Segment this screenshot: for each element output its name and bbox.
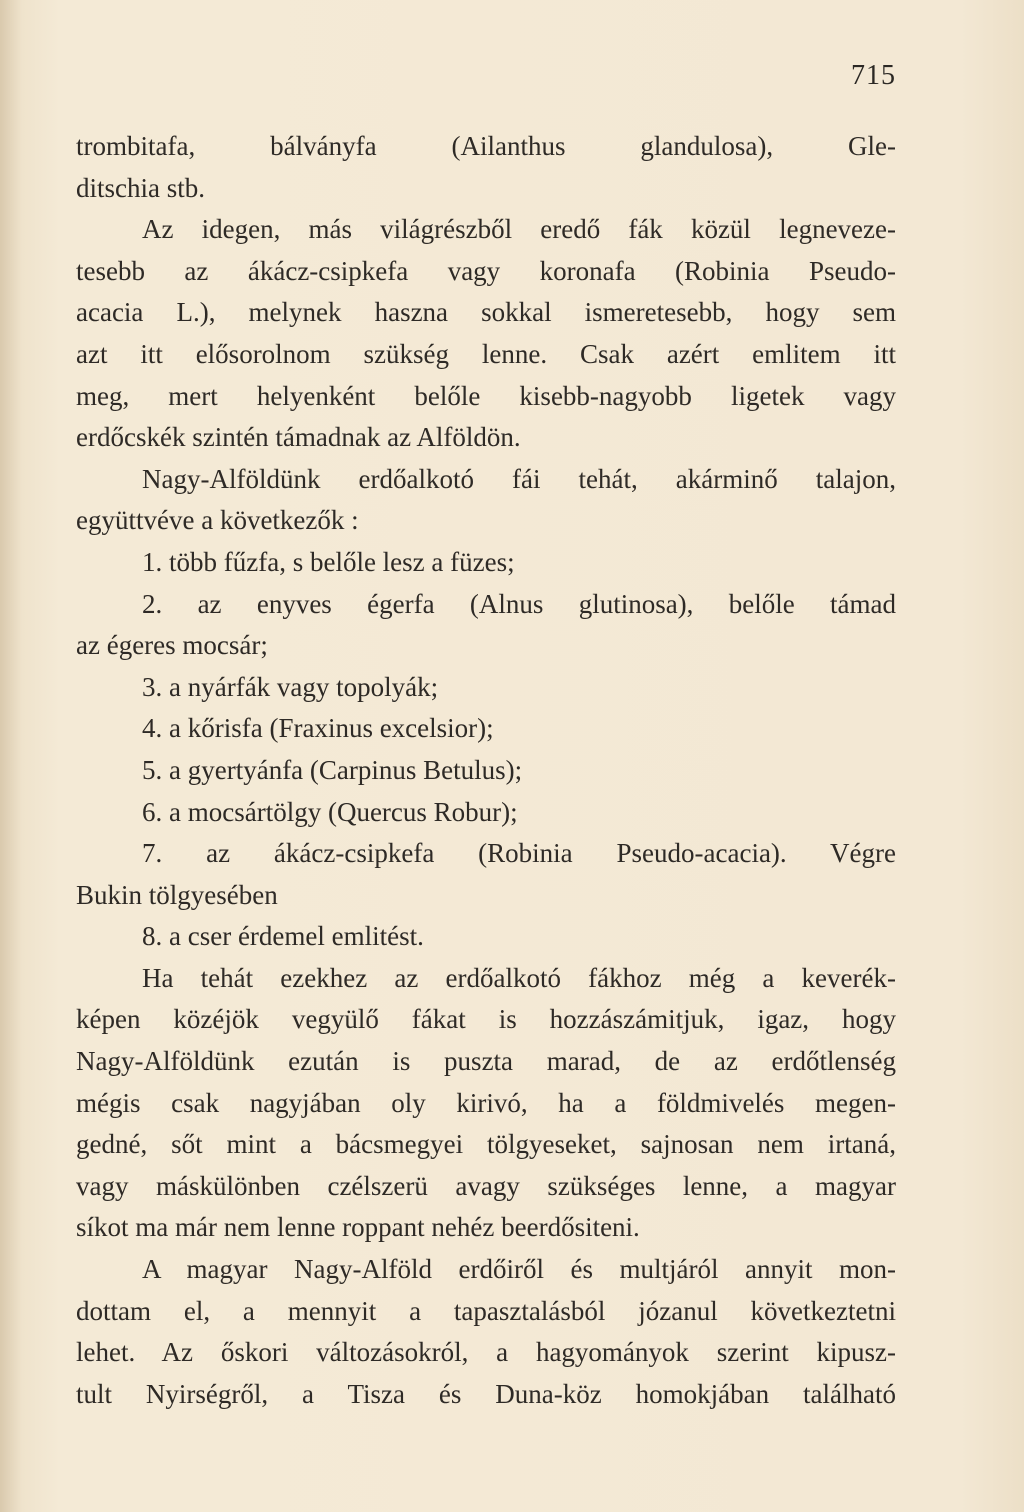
text-line: gedné, sőt mint a bácsmegyei tölgyeseket, sajnosan nem irtaná,	[76, 1129, 896, 1160]
text-line: A magyar Nagy-Alföld erdőiről és multjáról annyit mon-	[142, 1254, 896, 1285]
text-line: tult Nyirségről, a Tisza és Duna-köz homokjában található	[76, 1378, 896, 1409]
text-line: ditschia stb.	[76, 172, 205, 203]
text-line: Ha tehát ezekhez az erdőalkotó fákhoz még a keverék-	[142, 962, 896, 993]
text-line: síkot ma már nem lenne roppant nehéz beerdősiteni.	[76, 1212, 640, 1243]
text-line: az égeres mocsár;	[76, 630, 268, 661]
text-line: meg, mert helyenként belőle kisebb-nagyobb ligetek vagy	[76, 380, 896, 411]
text-line: acacia L.), melynek haszna sokkal ismeretesebb, hogy sem	[76, 297, 896, 328]
text-line: vagy máskülönben czélszerü avagy szükséges lenne, a magyar	[76, 1170, 896, 1201]
text-line: tesebb az ákácz-csipkefa vagy koronafa (Robinia Pseudo-	[76, 255, 896, 286]
text-line: lehet. Az őskori változásokról, a hagyományok szerint kipusz-	[76, 1337, 896, 1368]
text-line: együttvéve a következők :	[76, 505, 359, 536]
page-number: 715	[851, 60, 896, 91]
body-text	[76, 126, 896, 1415]
text-line: Bukin tölgyesében	[76, 879, 278, 910]
text-line: Nagy-Alföldünk erdőalkotó fái tehát, akárminő talajon,	[142, 463, 896, 494]
text-line: Nagy-Alföldünk ezután is puszta marad, de az erdőtlenség	[76, 1046, 896, 1077]
list-item: 1. több fűzfa, s belőle lesz a füzes;	[142, 546, 515, 577]
text-line: Az idegen, más világrészből eredő fák közül legneveze-	[142, 214, 896, 245]
list-item: 7. az ákácz-csipkefa (Robinia Pseudo-acacia). Végre	[142, 838, 896, 869]
text-line: azt itt elősorolnom szükség lenne. Csak azért emlitem itt	[76, 338, 896, 369]
text-line: erdőcskék szintén támadnak az Alföldön.	[76, 422, 521, 453]
list-item: 4. a kőrisfa (Fraxinus excelsior);	[142, 713, 494, 744]
text-line: mégis csak nagyjában oly kirivó, ha a földmivelés megen-	[76, 1087, 896, 1118]
list-item: 3. a nyárfák vagy topolyák;	[142, 671, 439, 702]
text-line: dottam el, a mennyit a tapasztalásból józanul következtetni	[76, 1295, 896, 1326]
text-line: trombitafa, bálványfa (Ailanthus glandulosa), Gle-	[76, 131, 896, 161]
list-item: 6. a mocsártölgy (Quercus Robur);	[142, 796, 518, 827]
list-item: 8. a cser érdemel emlitést.	[142, 921, 424, 952]
text-line: képen közéjök vegyülő fákat is hozzászámitjuk, igaz, hogy	[76, 1004, 896, 1035]
list-item: 5. a gyertyánfa (Carpinus Betulus);	[142, 754, 523, 785]
list-item: 2. az enyves égerfa (Alnus glutinosa), belőle támad	[142, 588, 896, 619]
